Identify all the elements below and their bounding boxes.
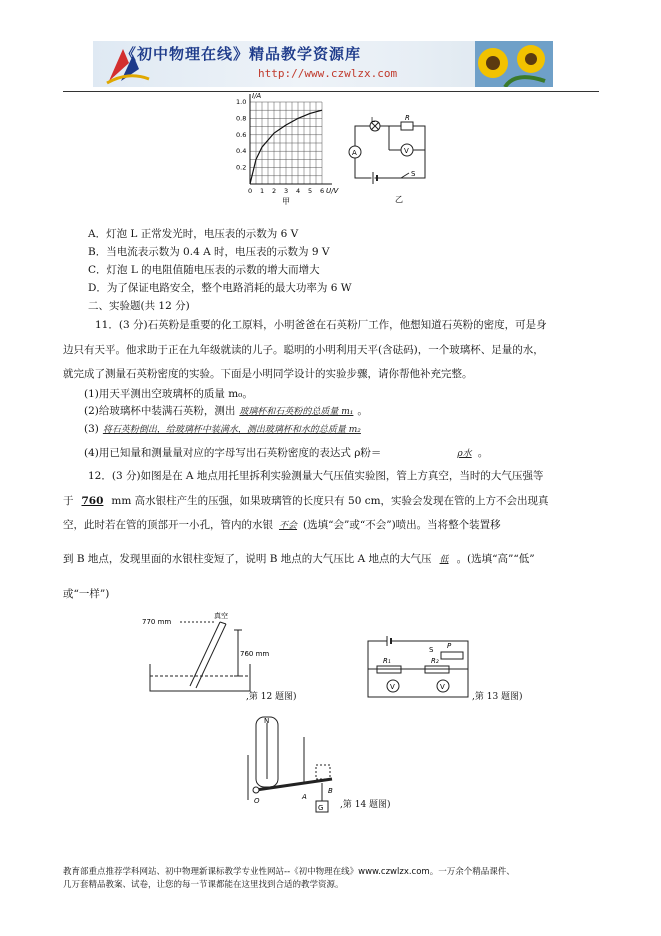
x-tick-label: 5 [308,187,313,195]
q11-step4-prefix: (4)用已知量和测量量对应的字母写出石英粉密度的表达式 ρ粉＝ [84,447,382,459]
circuit-caption: 乙 [395,195,403,204]
q11-step1: (1)用天平测出空玻璃杯的质量 m₀。 [84,388,253,400]
y-tick-label: 0.2 [236,163,247,172]
q12-line3-suffix: (选填“会”或“不会”)喷出。当将整个装置移 [303,519,501,531]
x-tick-label: 1 [260,187,265,195]
fig12-vacuum-label: 真空 [214,612,228,620]
voltmeter-label: V [404,147,409,155]
header-title: 《初中物理在线》精品教学资源库 [121,45,362,63]
q12-line1: 12．(3 分)如图是在 A 地点用托里拆利实验测量大气压值实验图，管上方真空，当时的大气压强等 [88,470,544,482]
circuit-yi [345,114,435,204]
section-heading: 二、实验题(共 12 分) [88,300,190,312]
fig14-label-o: O [254,797,260,805]
q11-step2-suffix: 。 [357,405,368,417]
fig13-circuit [363,636,473,706]
q12-line2 [63,494,549,508]
x-tick-label: 2 [272,187,277,195]
x-axis-label: U/V [326,187,339,195]
iu-chart [230,92,350,206]
fig12-760-label: 760 mm [240,650,270,658]
sunflower-icon [475,41,553,87]
q11-step3-answer: 将石英粉倒出，给玻璃杯中装满水，测出玻璃杯和水的总质量 m₂ [102,425,361,435]
q11-step2 [84,404,368,419]
x-tick-label: 4 [296,187,301,195]
q12-line4 [63,552,535,567]
option-c: C．灯泡 L 的电阻值随电压表的示数的增大而增大 [88,264,320,276]
y-axis-label: I/A [252,92,262,100]
fig13-label-v2: V [440,683,445,691]
q11-step4-answer: ρ水 [457,449,472,459]
q11-step4-suffix: 。 [477,447,489,459]
q11-line3: 就完成了测量石英粉密度的实验。下面是小明同学设计的实验步骤，请你帮他补充完整。 [63,368,473,380]
y-tick-label: 0.4 [236,147,247,156]
q11-step3-prefix: (3) [84,423,99,435]
fig12-caption: ,第 12 题图) [246,692,297,702]
x-tick-label: 0 [248,187,253,195]
header-rule [63,91,599,92]
q11-line1: 11．(3 分)石英粉是重要的化工原料，小明爸爸在石英粉厂工作，他想知道石英粉的密度，可是身 [95,319,547,331]
y-tick-label: 0.6 [236,130,247,139]
x-tick-label: 6 [320,187,325,195]
ammeter-label: A [352,149,357,157]
circuit-label-l: L [371,116,375,124]
fig14-label-b: B [328,787,333,795]
q12-line3-answer: 不会 [279,521,298,531]
fig14-caption: ,第 14 题图) [340,800,391,810]
q11-step2-prefix: (2)给玻璃杯中装满石英粉，测出 [84,405,236,417]
q12-line2-answer: 760 [81,495,104,507]
q12-line3 [63,518,501,533]
fig13-label-s: S [429,646,434,654]
fig12-770-label: 770 mm [142,618,172,626]
option-b: B．当电流表示数为 0.4 A 时，电压表的示数为 9 V [88,246,330,258]
y-tick-label: 1.0 [236,98,247,106]
q11-step2-answer: 玻璃杯和石英粉的总质量 m₁ [239,407,354,417]
fig14-label-a: A [302,793,307,801]
fig13-label-v1: V [390,683,395,691]
fig14-label-g: G [318,804,324,812]
q12-line2-suffix: mm 高水银柱产生的压强，如果玻璃管的长度只有 50 cm，实验会发现在管的上方不会出现真 [111,495,549,507]
chart-caption: 甲 [282,197,290,206]
fig13-caption: ,第 13 题图) [472,692,523,702]
q12-line4-prefix: 到 B 地点，发现里面的水银柱变短了，说明 B 地点的大气压比 A 地点的大气压 [63,553,432,565]
q12-line3-prefix: 空，此时若在管的顶部开一小孔，管内的水银 [63,519,273,531]
fig13-label-r2: R₂ [431,657,439,665]
x-tick-label: 3 [284,187,289,195]
q11-line2: 边只有天平。他求助于正在九年级就读的儿子。聪明的小明利用天平(含砝码)，一个玻璃杯、足量的水， [63,344,544,356]
fig12-torricelli [140,612,270,696]
circuit-label-r: R [405,114,410,122]
option-a: A．灯泡 L 正常发光时，电压表的示数为 6 V [88,228,299,240]
fig14-lever [246,715,346,815]
footer-line2: 几万套精品教案、试卷，让您的每一节课都能在这里找到合适的教学资源。 [63,880,344,890]
q12-line5: 或“一样”) [63,588,110,600]
fig14-label-n: N [264,717,270,725]
switch-label: S [411,170,416,178]
option-d: D．为了保证电路安全，整个电路消耗的最大功率为 6 W [88,282,352,294]
fig13-label-p: P [447,642,452,650]
q11-step3 [84,422,365,437]
q11-step4 [84,446,488,461]
y-tick-label: 0.8 [236,114,247,123]
q12-line4-suffix: 。(选填“高”“低” [456,553,535,565]
header-banner [93,41,553,87]
fig13-label-r1: R₁ [383,657,391,665]
header-url: http://www.czwlzx.com [258,67,398,80]
q12-line4-answer: 低 [439,555,449,565]
q12-line2-prefix: 于 [63,495,74,507]
footer-line1: 教育部重点推荐学科网站、初中物理新课标教学专业性网站--《初中物理在线》www.czwlzx.com。一万余个精品课件、 [63,867,515,877]
